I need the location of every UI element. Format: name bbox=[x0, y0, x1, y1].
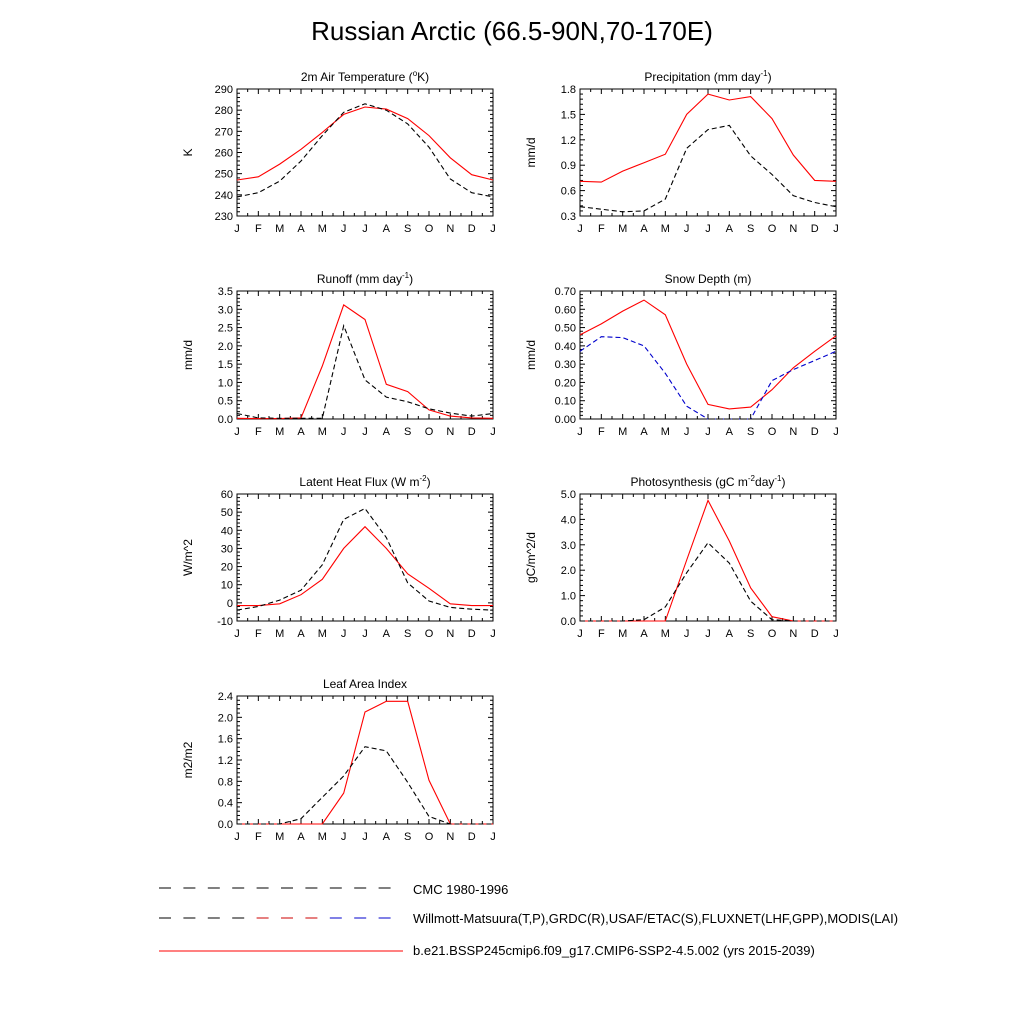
x-tick-label: J bbox=[362, 426, 368, 438]
x-tick-label: O bbox=[767, 426, 777, 438]
y-tick-label: 0.0 bbox=[217, 414, 233, 426]
series-line-1 bbox=[237, 509, 493, 611]
panel-title: Latent Heat Flux (W $m^{-2}$) bbox=[299, 474, 431, 489]
x-tick-label: A bbox=[640, 223, 648, 235]
x-tick-label: A bbox=[297, 223, 305, 235]
x-tick-label: J bbox=[490, 831, 496, 843]
y-tick-label: 0.9 bbox=[560, 160, 576, 173]
y-tick-label: 0 bbox=[226, 597, 233, 610]
y-axis-label: mm/d bbox=[524, 340, 538, 370]
series-line-0 bbox=[580, 300, 836, 409]
x-tick-label: F bbox=[597, 426, 605, 438]
x-tick-label: J bbox=[577, 628, 583, 640]
x-tick-label: M bbox=[275, 426, 285, 438]
y-tick-label: 0.5 bbox=[217, 395, 233, 408]
x-tick-label: A bbox=[640, 426, 648, 438]
plot-frame bbox=[237, 89, 493, 216]
x-tick-label: O bbox=[424, 628, 434, 640]
chart-panel-4 bbox=[181, 474, 496, 640]
x-tick-label: J bbox=[490, 223, 496, 235]
x-tick-label: N bbox=[446, 426, 455, 438]
series-line-1 bbox=[580, 543, 836, 621]
x-tick-label: A bbox=[382, 426, 391, 438]
panel-title: Photosynthesis (gC $m^{-2}day^{-1}$) bbox=[630, 474, 786, 489]
chart-panel-6 bbox=[181, 677, 496, 843]
chart-panel-2 bbox=[181, 271, 496, 438]
x-tick-label: D bbox=[810, 628, 819, 640]
chart-panel-0 bbox=[181, 69, 496, 235]
y-tick-label: 0.4 bbox=[217, 797, 233, 810]
legend-label-model: b.e21.BSSP245cmip6.f09_g17.CMIP6-SSP2-4.5.002 (yrs 2015-2039) bbox=[413, 943, 815, 958]
x-tick-label: J bbox=[340, 223, 347, 235]
x-tick-label: N bbox=[446, 628, 455, 640]
x-tick-label: J bbox=[833, 426, 839, 438]
x-tick-label: J bbox=[683, 426, 690, 438]
x-tick-label: D bbox=[467, 831, 476, 843]
y-tick-label: 1.2 bbox=[217, 755, 233, 767]
plot-frame bbox=[580, 291, 836, 419]
y-tick-label: 0.00 bbox=[554, 414, 576, 426]
x-tick-label: S bbox=[403, 223, 412, 235]
y-tick-label: 2.0 bbox=[217, 712, 233, 725]
y-tick-label: 3.0 bbox=[217, 304, 233, 317]
y-tick-label: 1.5 bbox=[560, 109, 576, 122]
x-tick-label: A bbox=[297, 426, 305, 438]
plot-frame bbox=[237, 291, 493, 419]
x-tick-label: J bbox=[362, 628, 368, 640]
x-tick-label: O bbox=[767, 223, 777, 235]
panel-title: Runoff (mm day$^{-1}$) bbox=[316, 271, 414, 286]
y-tick-label: 4.0 bbox=[560, 514, 576, 527]
x-tick-label: D bbox=[467, 628, 476, 640]
panel-title: 2m Air Temperature ($^o$K) bbox=[300, 69, 430, 84]
series-line-1 bbox=[237, 747, 493, 824]
x-tick-label: J bbox=[683, 628, 690, 640]
x-tick-label: M bbox=[317, 426, 327, 438]
x-tick-label: J bbox=[234, 223, 240, 235]
x-tick-label: N bbox=[789, 426, 798, 438]
x-tick-label: N bbox=[446, 223, 455, 235]
y-tick-label: 250 bbox=[214, 168, 233, 181]
chart-panel-1 bbox=[524, 69, 839, 235]
x-tick-label: J bbox=[705, 223, 711, 235]
x-tick-label: A bbox=[382, 628, 391, 640]
y-tick-label: 0.0 bbox=[217, 819, 233, 831]
y-tick-label: 0.60 bbox=[554, 304, 576, 317]
y-tick-label: 0.70 bbox=[554, 286, 576, 298]
x-tick-label: N bbox=[446, 831, 455, 843]
x-tick-label: J bbox=[234, 831, 240, 843]
y-tick-label: 0.3 bbox=[560, 211, 576, 223]
legend-label-obs: Willmott-Matsuura(T,P),GRDC(R),USAF/ETAC(S),FLUXNET(LHF,GPP),MODIS(LAI) bbox=[413, 911, 899, 926]
y-tick-label: 0.30 bbox=[554, 359, 576, 372]
y-tick-label: 3.0 bbox=[560, 539, 576, 552]
x-tick-label: F bbox=[597, 628, 605, 640]
y-axis-label: gC/m^2/d bbox=[524, 532, 538, 583]
x-tick-label: J bbox=[833, 628, 839, 640]
x-tick-label: S bbox=[746, 426, 755, 438]
y-tick-label: 1.2 bbox=[560, 134, 576, 147]
page-title: Russian Arctic (66.5-90N,70-170E) bbox=[311, 16, 713, 46]
x-tick-label: O bbox=[424, 426, 434, 438]
x-tick-label: O bbox=[424, 831, 434, 843]
y-tick-label: 60 bbox=[220, 489, 233, 501]
x-tick-label: J bbox=[683, 223, 690, 235]
y-tick-label: 2.0 bbox=[560, 565, 576, 578]
series-line-0 bbox=[237, 107, 493, 180]
x-tick-label: M bbox=[317, 223, 327, 235]
x-tick-label: M bbox=[275, 223, 285, 235]
y-tick-label: 1.8 bbox=[560, 84, 576, 96]
x-tick-label: D bbox=[467, 223, 476, 235]
chart-panel-5 bbox=[524, 474, 839, 640]
y-axis-label: mm/d bbox=[524, 137, 538, 168]
x-tick-label: M bbox=[317, 628, 327, 640]
x-tick-label: S bbox=[403, 426, 412, 438]
x-tick-label: D bbox=[810, 223, 819, 235]
x-tick-label: S bbox=[746, 223, 755, 235]
x-tick-label: A bbox=[725, 426, 734, 438]
series-line-0 bbox=[580, 500, 836, 621]
y-axis-label: mm/d bbox=[181, 340, 195, 370]
y-tick-label: 1.6 bbox=[217, 733, 233, 746]
series-line-1 bbox=[237, 326, 493, 419]
x-tick-label: A bbox=[382, 223, 391, 235]
x-tick-label: J bbox=[234, 426, 240, 438]
x-tick-label: M bbox=[618, 426, 628, 438]
series-line-1 bbox=[580, 337, 836, 419]
y-tick-label: 3.5 bbox=[217, 286, 233, 298]
x-tick-label: J bbox=[705, 426, 711, 438]
x-tick-label: O bbox=[424, 223, 434, 235]
x-tick-label: F bbox=[597, 223, 605, 235]
plot-frame bbox=[237, 494, 493, 621]
y-tick-label: 20 bbox=[220, 561, 233, 574]
series-line-1 bbox=[237, 104, 493, 197]
x-tick-label: M bbox=[618, 223, 628, 235]
y-tick-label: 2.5 bbox=[217, 322, 233, 335]
x-tick-label: S bbox=[746, 628, 755, 640]
x-tick-label: F bbox=[254, 223, 262, 235]
x-tick-label: M bbox=[618, 628, 628, 640]
x-tick-label: J bbox=[577, 426, 583, 438]
x-tick-label: M bbox=[275, 831, 285, 843]
x-tick-label: D bbox=[467, 426, 476, 438]
x-tick-label: J bbox=[340, 628, 347, 640]
x-tick-label: A bbox=[640, 628, 648, 640]
x-tick-label: J bbox=[340, 426, 347, 438]
x-tick-label: M bbox=[275, 628, 285, 640]
x-tick-label: S bbox=[403, 628, 412, 640]
x-tick-label: F bbox=[254, 628, 262, 640]
x-tick-label: J bbox=[705, 628, 711, 640]
x-tick-label: O bbox=[767, 628, 777, 640]
y-axis-label: W/m^2 bbox=[181, 539, 195, 576]
x-tick-label: A bbox=[725, 628, 734, 640]
y-tick-label: 0.50 bbox=[554, 322, 576, 335]
plot-frame bbox=[580, 89, 836, 216]
plot-frame bbox=[580, 494, 836, 621]
y-axis-label: m2/m2 bbox=[181, 741, 195, 779]
x-tick-label: J bbox=[490, 628, 496, 640]
y-tick-label: 30 bbox=[220, 543, 233, 556]
y-tick-label: 50 bbox=[220, 507, 233, 520]
y-tick-label: 0.6 bbox=[560, 185, 576, 198]
legend-label-cmc: CMC 1980-1996 bbox=[413, 882, 509, 897]
x-tick-label: S bbox=[403, 831, 412, 843]
y-tick-label: 290 bbox=[214, 84, 233, 96]
y-tick-label: 1.0 bbox=[217, 377, 233, 390]
x-tick-label: M bbox=[317, 831, 327, 843]
x-tick-label: A bbox=[725, 223, 734, 235]
panel-title: Leaf Area Index bbox=[322, 677, 408, 691]
y-tick-label: 240 bbox=[214, 189, 233, 202]
x-tick-label: N bbox=[789, 223, 798, 235]
series-line-0 bbox=[580, 94, 836, 182]
x-tick-label: A bbox=[382, 831, 391, 843]
chart-panel-3 bbox=[524, 272, 839, 438]
x-tick-label: N bbox=[789, 628, 798, 640]
y-tick-label: 270 bbox=[214, 126, 233, 139]
x-tick-label: M bbox=[660, 223, 670, 235]
x-tick-label: J bbox=[490, 426, 496, 438]
y-tick-label: 5.0 bbox=[560, 489, 576, 501]
y-tick-label: 2.0 bbox=[217, 340, 233, 353]
y-tick-label: 0.10 bbox=[554, 395, 576, 408]
x-tick-label: A bbox=[297, 831, 305, 843]
panel-title: Snow Depth (m) bbox=[664, 272, 752, 286]
x-tick-label: J bbox=[234, 628, 240, 640]
y-tick-label: 40 bbox=[220, 525, 233, 538]
x-tick-label: F bbox=[254, 831, 262, 843]
y-tick-label: 260 bbox=[214, 147, 233, 160]
x-tick-label: D bbox=[810, 426, 819, 438]
plot-frame bbox=[237, 696, 493, 824]
x-tick-label: J bbox=[577, 223, 583, 235]
series-line-0 bbox=[237, 527, 493, 606]
y-tick-label: 230 bbox=[214, 211, 233, 223]
y-tick-label: -10 bbox=[217, 616, 233, 628]
y-tick-label: 10 bbox=[220, 579, 233, 592]
x-tick-label: J bbox=[362, 831, 368, 843]
y-tick-label: 0.20 bbox=[554, 377, 576, 390]
y-tick-label: 0.0 bbox=[560, 616, 576, 628]
x-tick-label: J bbox=[833, 223, 839, 235]
x-tick-label: J bbox=[362, 223, 368, 235]
x-tick-label: M bbox=[660, 628, 670, 640]
x-tick-label: F bbox=[254, 426, 262, 438]
y-tick-label: 0.40 bbox=[554, 340, 576, 353]
x-tick-label: J bbox=[340, 831, 347, 843]
panel-title: Precipitation (mm day$^{-1}$) bbox=[644, 69, 772, 84]
series-line-0 bbox=[237, 305, 493, 419]
y-tick-label: 280 bbox=[214, 105, 233, 118]
y-tick-label: 1.0 bbox=[560, 590, 576, 603]
series-line-0 bbox=[237, 701, 493, 824]
x-tick-label: M bbox=[660, 426, 670, 438]
y-tick-label: 1.5 bbox=[217, 359, 233, 372]
x-tick-label: A bbox=[297, 628, 305, 640]
y-tick-label: 2.4 bbox=[217, 691, 233, 703]
y-tick-label: 0.8 bbox=[217, 776, 233, 789]
series-line-1 bbox=[580, 125, 836, 211]
y-axis-label: K bbox=[181, 148, 195, 157]
